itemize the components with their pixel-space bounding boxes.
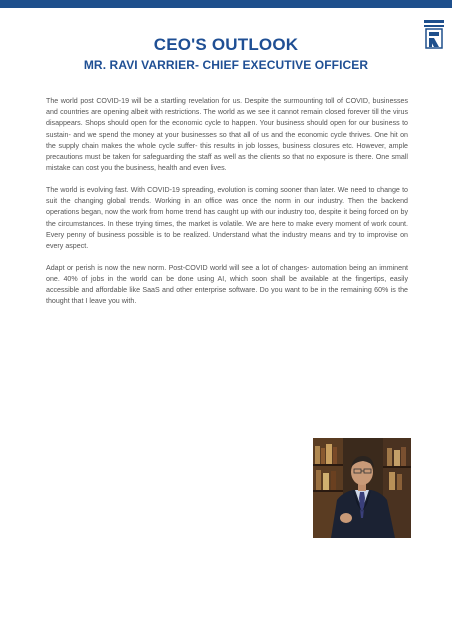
page-subtitle: MR. RAVI VARRIER- CHIEF EXECUTIVE OFFICER (83, 58, 369, 72)
ceo-portrait-photo (313, 438, 411, 538)
paragraph: The world post COVID-19 will be a startling revelation for us. Despite the surmounting toll of COVID, businesses and countries are opening albeit with restrictions. The world as we see it cannot remain closed forever till the virus disappears. Shops should open for the economic cycle to happen. Your business should open for our business to sustain- and we spend the money at your businesses so that all of us and the economic cycle thrives. One hit on the supply chain makes the whole cycle suffer- this results in job losses, business closures etc. However, ample precautions must be taken for safeguarding the staff as well as the clients so that no exposure is there. One small mistake can cost you the business, health and even lives. (46, 97, 408, 173)
page-title: CEO'S OUTLOOK (153, 35, 299, 54)
top-bar (0, 0, 452, 8)
article-body (46, 96, 408, 318)
paragraph: Adapt or perish is now the new norm. Post-COVID world will see a lot of changes- automation being an imminent one. 40% of jobs in the world can be done using AI, which soon shall be available at the fingertips, easily accessible and affordable like SaaS and other enterprise software. Do you want to be in the remaining 60% is the thought that I leave you with. (46, 263, 408, 306)
paragraph: The world is evolving fast. With COVID-19 spreading, evolution is coming sooner than later. We need to change to suit the changing global trends. Working in an office was once the norm in our industry. Then the backend operations began, now the work from home trend has caught up with our industry too, despite it being forced on by the circumstances. In these trying times, the market is volatile. We are here to make every moment of work count. Every penny of business possible is to be realized. Understand what the industry means and try to improvise on every aspect. (46, 185, 408, 250)
